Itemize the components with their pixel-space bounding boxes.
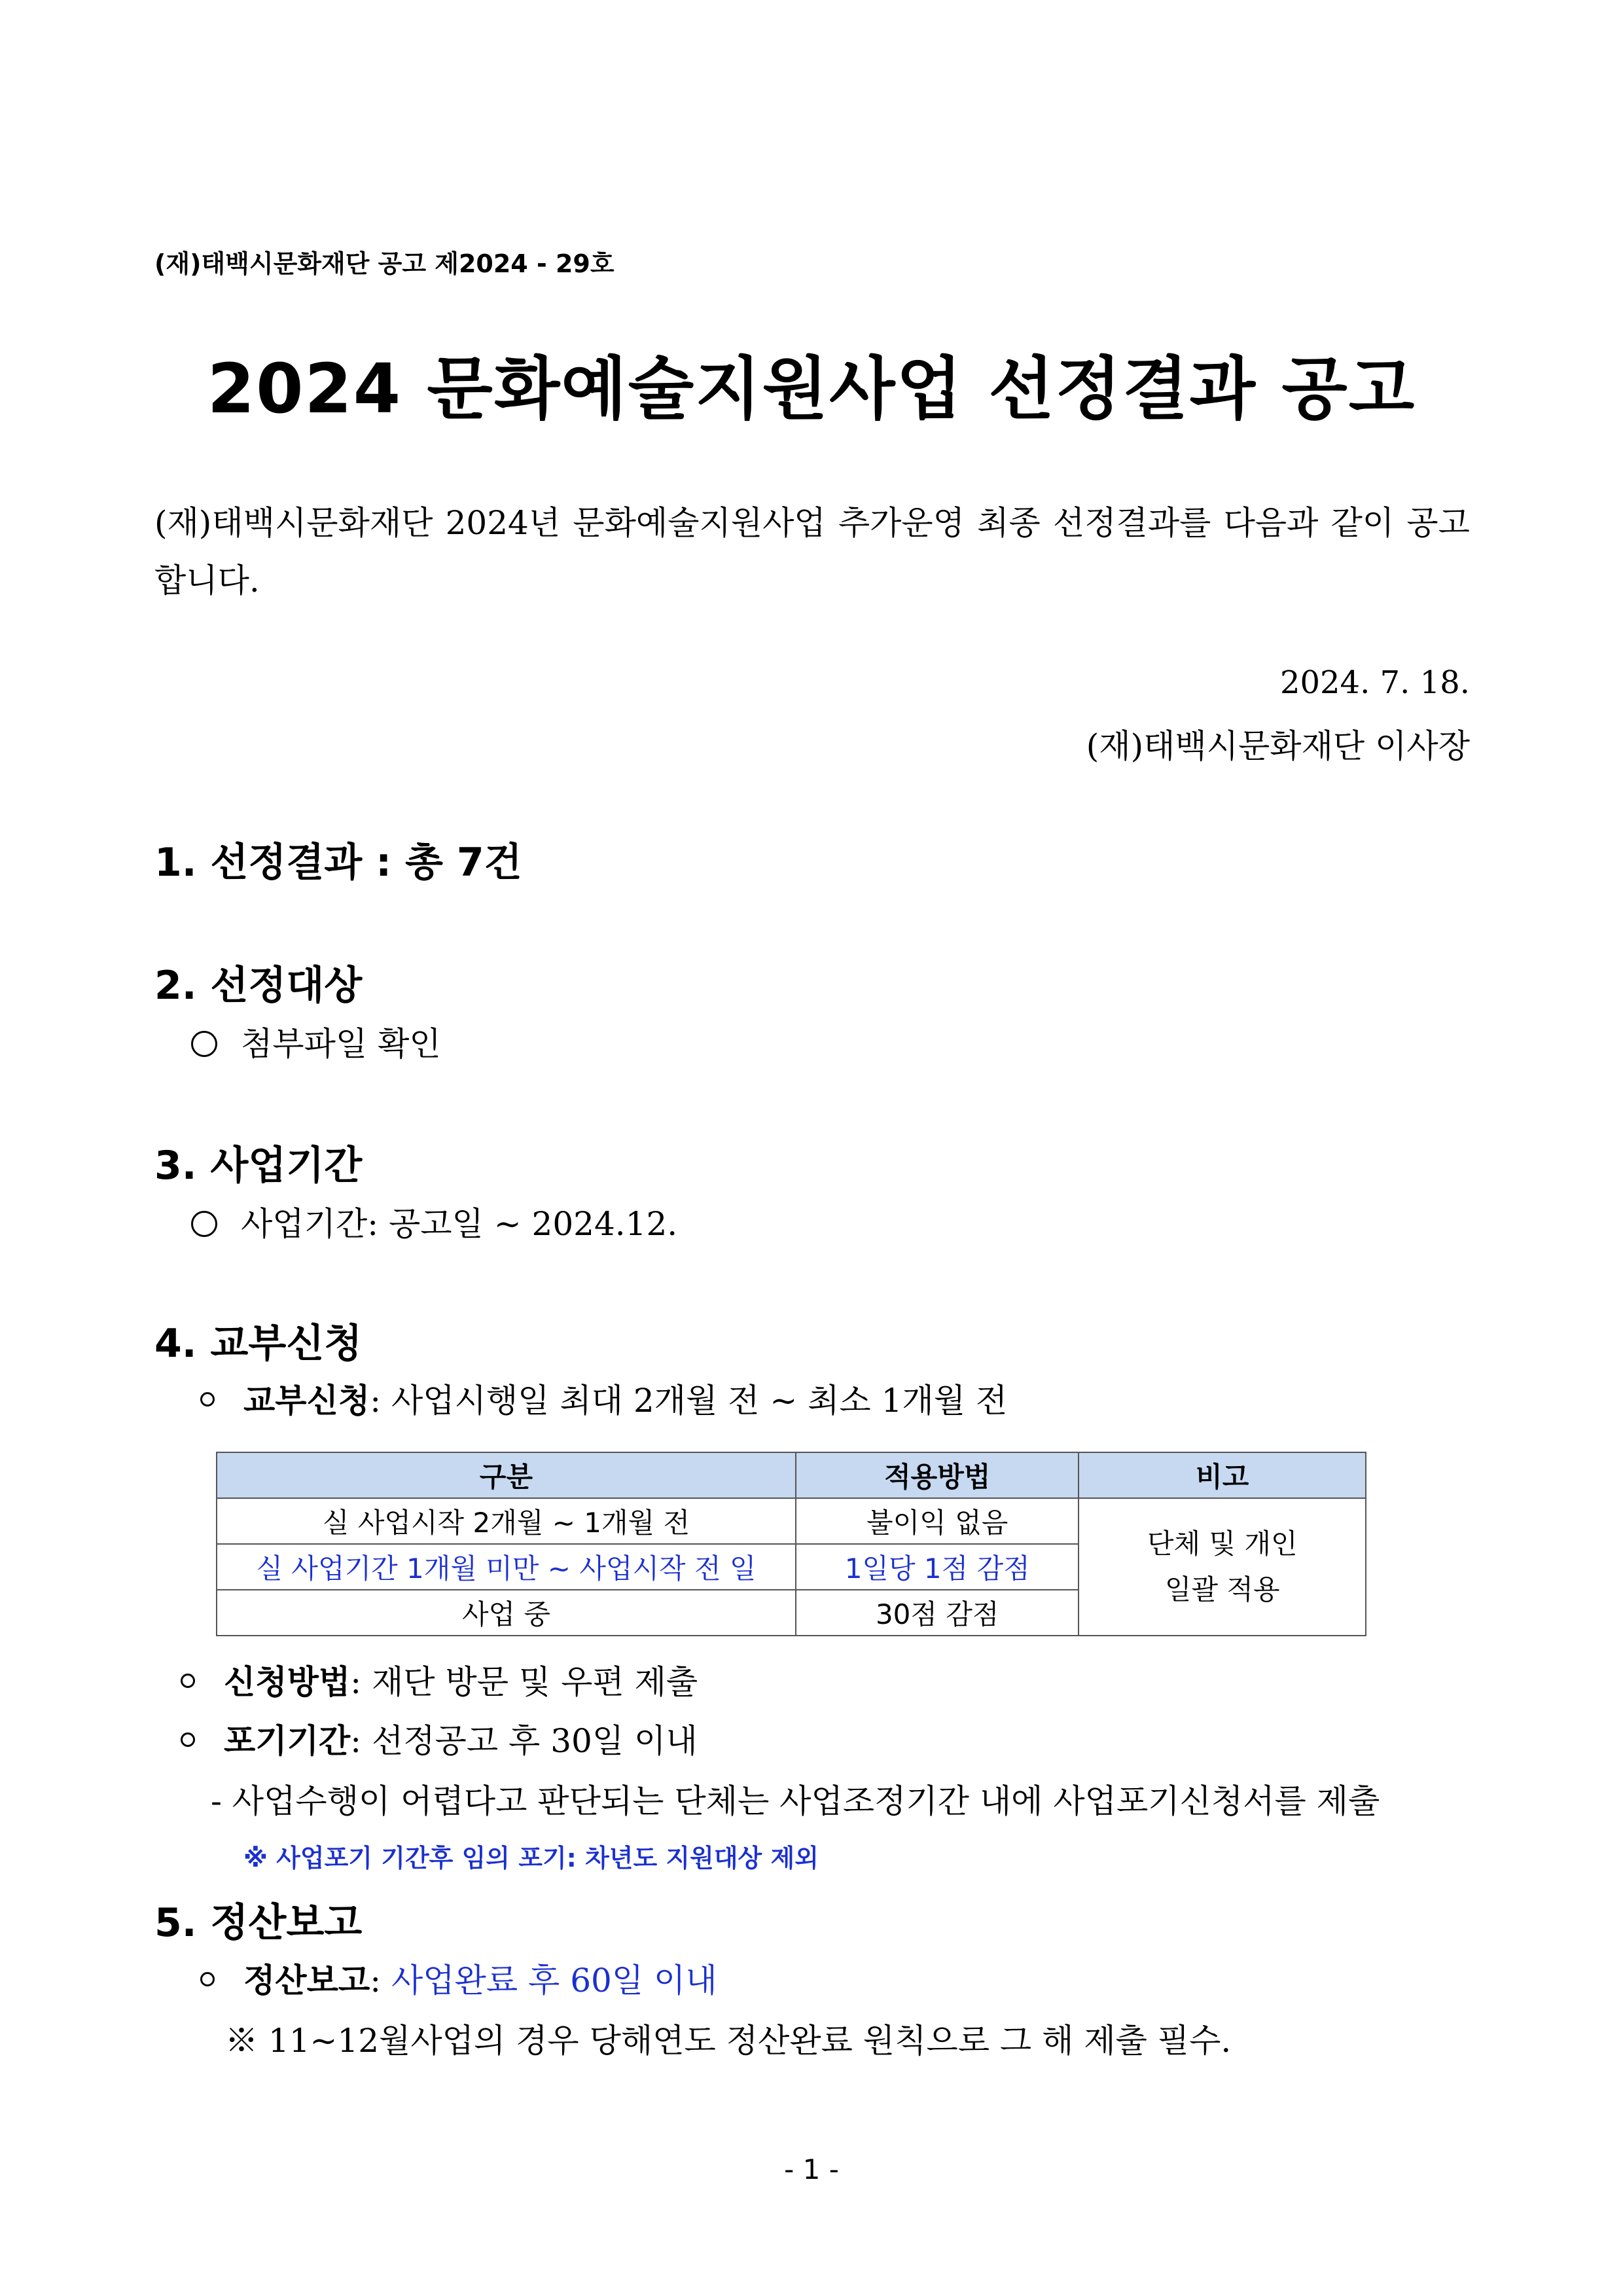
- section-4-heading: 4. 교부신청: [154, 1321, 363, 1367]
- table-header-cell: 구분: [217, 1452, 796, 1498]
- table-note-line: 단체 및 개인: [1147, 1528, 1298, 1560]
- item-label: 신청방법: [224, 1663, 351, 1701]
- table-header-row: [217, 1452, 1366, 1498]
- section-4-item-2: [181, 1656, 698, 1703]
- small-circle-bullet-icon: [200, 1392, 215, 1407]
- withdrawal-note: ※ 사업포기 기간후 임의 포기: 차년도 지원대상 제외: [243, 1844, 819, 1873]
- withdrawal-instruction: - 사업수행이 어렵다고 판단되는 단체는 사업조정기간 내에 사업포기신청서를 제출: [211, 1782, 1380, 1820]
- item-colon: :: [370, 1962, 391, 2000]
- item-text: : 재단 방문 및 우편 제출: [350, 1663, 698, 1701]
- small-circle-bullet-icon: [181, 1674, 195, 1688]
- table-header-cell: 적용방법: [796, 1452, 1079, 1498]
- section-1-heading: 1. 선정결과 : 총 7건: [154, 840, 522, 886]
- notice-number: (재)태백시문화재단 공고 제2024 - 29호: [154, 249, 615, 278]
- item-text: : 사업시행일 최대 2개월 전 ~ 최소 1개월 전: [370, 1382, 1008, 1420]
- table-cell: 불이익 없음: [796, 1498, 1079, 1544]
- section-4-item-1: [200, 1374, 1007, 1422]
- circle-bullet-icon: [191, 1211, 217, 1237]
- table-cell: 30점 감점: [796, 1590, 1079, 1636]
- table-cell: 실 사업시작 2개월 ~ 1개월 전: [217, 1498, 796, 1544]
- deduction-table: [216, 1452, 1366, 1636]
- section-2-item: [191, 1018, 441, 1065]
- circle-bullet-icon: [191, 1031, 217, 1057]
- item-text: : 선정공고 후 30일 이내: [350, 1722, 698, 1760]
- section-5-item: [200, 1954, 717, 2001]
- item-label: 정산보고: [243, 1962, 370, 2000]
- section-4-item-3: [181, 1715, 698, 1762]
- issuer: (재)태백시문화재단 이사장: [1086, 727, 1470, 765]
- table-note-cell: [1079, 1498, 1366, 1636]
- page-number: - 1 -: [784, 2153, 839, 2185]
- page-title: 2024 문화예술지원사업 선정결과 공고: [207, 349, 1416, 429]
- section-3-item: [191, 1198, 677, 1245]
- table-header-cell: 비고: [1079, 1452, 1366, 1498]
- section-3-heading: 3. 사업기간: [154, 1143, 363, 1189]
- table-cell: 사업 중: [217, 1590, 796, 1636]
- small-circle-bullet-icon: [200, 1972, 215, 1986]
- table-cell: 1일당 1점 감점: [796, 1544, 1079, 1590]
- section-3-item-text: 사업기간: 공고일 ~ 2024.12.: [241, 1205, 678, 1243]
- intro-paragraph: (재)태백시문화재단 2024년 문화예술지원사업 추가운영 최종 선정결과를 다음과 같이 공고합니다.: [154, 504, 1470, 600]
- small-circle-bullet-icon: [181, 1732, 195, 1747]
- table-row: [217, 1498, 1366, 1544]
- table-note-line: 일괄 적용: [1164, 1573, 1280, 1605]
- section-2-heading: 2. 선정대상: [154, 963, 363, 1009]
- item-label: 포기기간: [224, 1722, 351, 1760]
- table-cell: 실 사업기간 1개월 미만 ~ 사업시작 전 일: [217, 1544, 796, 1590]
- item-label: 교부신청: [243, 1382, 370, 1420]
- item-text: 사업완료 후 60일 이내: [391, 1962, 717, 2000]
- section-5-heading: 5. 정산보고: [154, 1900, 363, 1946]
- settlement-note: ※ 11~12월사업의 경우 당해연도 정산완료 원칙으로 그 해 제출 필수.: [225, 2022, 1232, 2060]
- notice-date: 2024. 7. 18.: [1279, 664, 1470, 701]
- section-2-item-text: 첨부파일 확인: [241, 1025, 441, 1063]
